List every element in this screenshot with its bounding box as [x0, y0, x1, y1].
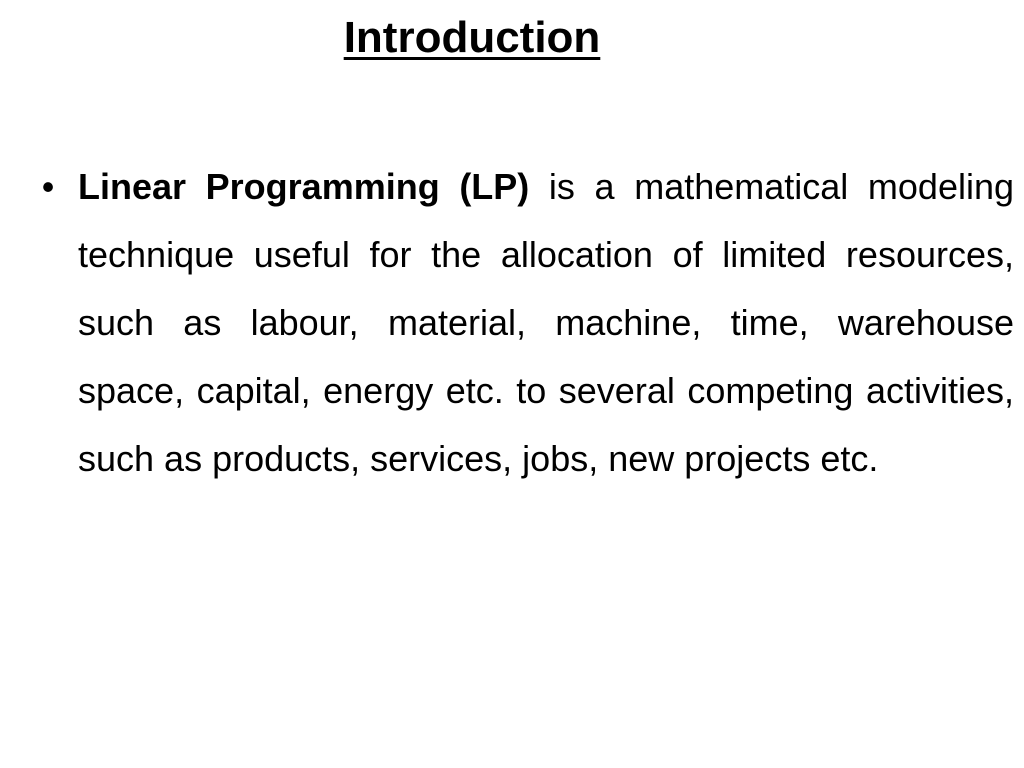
slide-title: Introduction: [343, 13, 601, 62]
bullet-list: [38, 153, 1014, 493]
bullet-item: [38, 153, 1014, 493]
bullet-text: is a mathematical modeling technique useful for the allocation of limited resources, such as labour, material, machine, time, warehouse space, capital, energy etc. to several competing activities, such as products, services, jobs, new projects etc.: [78, 166, 1015, 479]
bullet-marker: •: [41, 166, 55, 207]
term-linear-programming: Linear Programming (LP): [78, 166, 530, 207]
